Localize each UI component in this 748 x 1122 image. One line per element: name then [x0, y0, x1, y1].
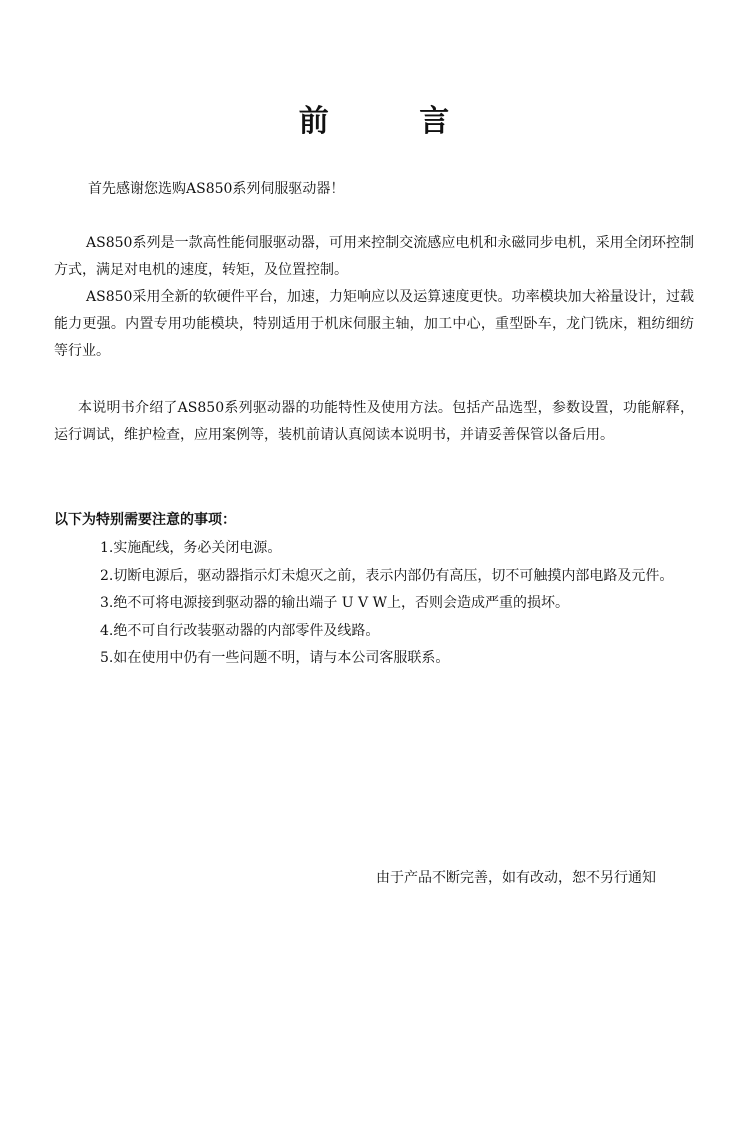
intro-paragraph-manual: 本说明书介绍了AS850系列驱动器的功能特性及使用方法。包括产品选型，参数设置，功能解释，运行调试，维护检查，应用案例等，装机前请认真阅读本说明书，并请妥善保管以备后用。: [54, 400, 694, 443]
intro-paragraph-platform: AS850采用全新的软硬件平台，加速，力矩响应以及运算速度更快。功率模块加大裕量设计，过载能力更强。内置专用功能模块，特别适用于机床伺服主轴，加工中心，重型卧车，龙门铣床，粗纺细纺等行业。: [54, 289, 694, 359]
page-title: 前 言: [298, 104, 490, 139]
greeting-paragraph: 首先感谢您选购AS850系列伺服驱动器！: [88, 181, 345, 197]
notice-item: 2.切断电源后，驱动器指示灯未熄灭之前，表示内部仍有高压，切不可触摸内部电路及元件。: [100, 567, 674, 584]
notice-item: 3.绝不可将电源接到驱动器的输出端子 U V W上，否则会造成严重的损坏。: [100, 595, 570, 611]
notice-item: 1.实施配线，务必关闭电源。: [100, 540, 282, 556]
notice-item: 5.如在使用中仍有一些问题不明，请与本公司客服联系。: [100, 650, 450, 666]
notice-heading: 以下为特别需要注意的事项：: [54, 512, 236, 528]
closing-note: 由于产品不断完善，如有改动，恕不另行通知: [376, 870, 656, 886]
intro-paragraph-series: AS850系列是一款高性能伺服驱动器，可用来控制交流感应电机和永磁同步电机，采用全闭环控制方式，满足对电机的速度，转矩，及位置控制。: [54, 235, 694, 278]
notice-list: [54, 535, 694, 673]
notice-item: 4.绝不可自行改装驱动器的内部零件及线路。: [100, 622, 380, 639]
